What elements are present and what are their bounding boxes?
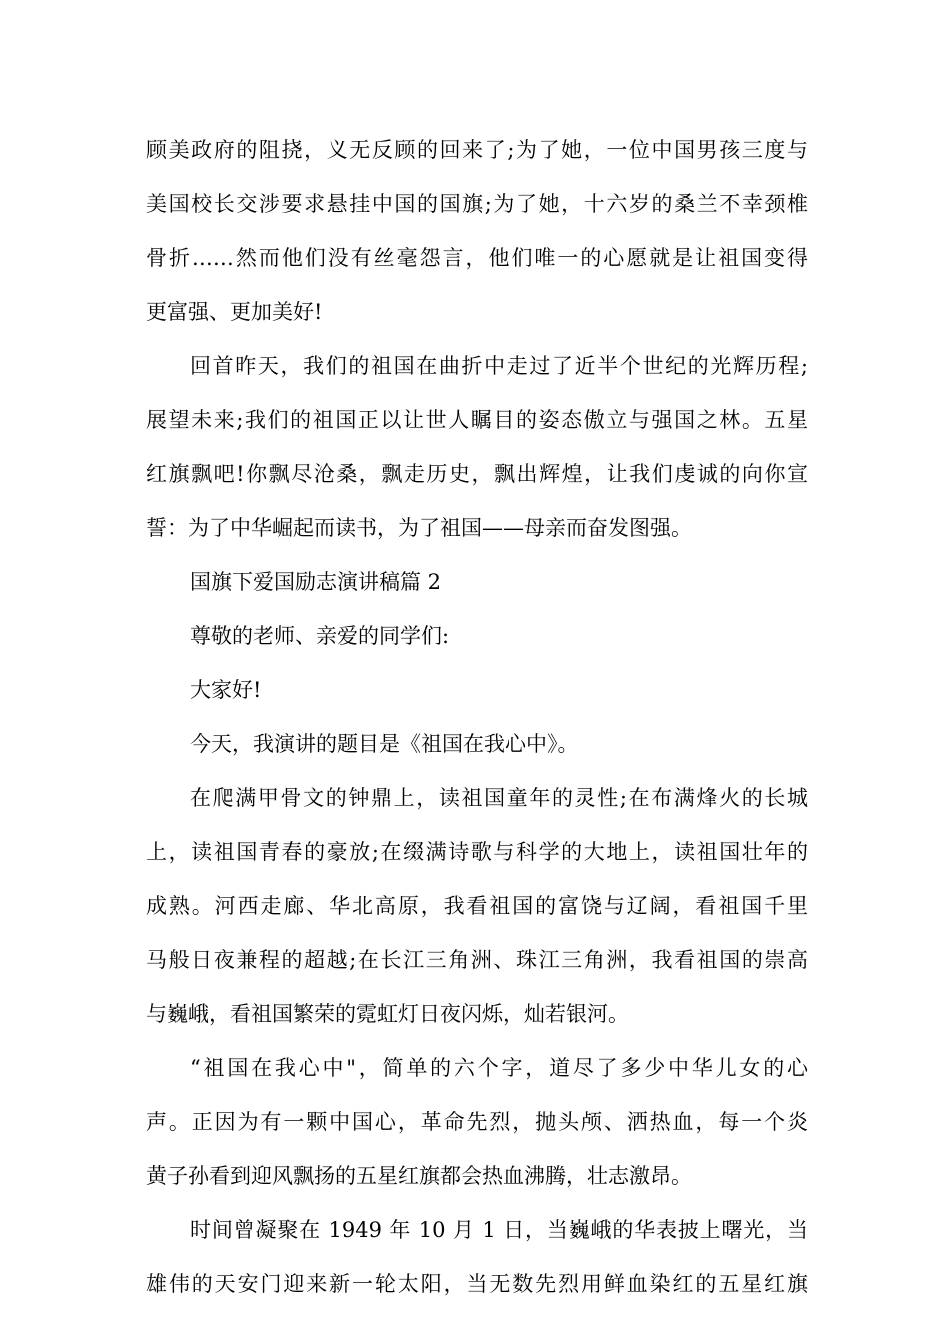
text-line: 骨折……然而他们没有丝毫怨言，他们唯一的心愿就是让祖国变得 [146, 246, 808, 270]
text-line: 在爬满甲骨文的钟鼎上，读祖国童年的灵性;在布满烽火的长城 [190, 786, 808, 810]
text-line: 誓：为了中华崛起而读书，为了祖国——母亲而奋发图强。 [146, 516, 692, 540]
salutation: 尊敬的老师、亲爱的同学们: [190, 624, 450, 648]
text-line: 美国校长交涉要求悬挂中国的国旗;为了她，十六岁的桑兰不幸颈椎 [146, 192, 808, 216]
text-line: 红旗飘吧!你飘尽沧桑，飘走历史，飘出辉煌，让我们虔诚的向你宣 [146, 462, 808, 486]
text-line: 雄伟的天安门迎来新一轮太阳，当无数先烈用鲜血染红的五星红旗 [146, 1272, 808, 1296]
text-line: 更富强、更加美好! [146, 300, 323, 324]
section-heading: 国旗下爱国励志演讲稿篇 2 [190, 570, 442, 594]
text-line: 回首昨天，我们的祖国在曲折中走过了近半个世纪的光辉历程; [190, 354, 808, 378]
text-line: 上，读祖国青春的豪放;在缀满诗歌与科学的大地上，读祖国壮年的 [146, 840, 808, 864]
text-line: 顾美政府的阻挠，义无反顾的回来了;为了她，一位中国男孩三度与 [146, 138, 808, 162]
text-line: 展望未来;我们的祖国正以让世人瞩目的姿态傲立与强国之林。五星 [146, 408, 808, 432]
text-line: 马般日夜兼程的超越;在长江三角洲、珠江三角洲，我看祖国的崇高 [146, 948, 808, 972]
text-line: “祖国在我心中"，简单的六个字，道尽了多少中华儿女的心 [190, 1056, 808, 1080]
text-line: 今天，我演讲的题目是《祖国在我心中》。 [190, 732, 579, 756]
text-line: 时间曾凝聚在 1949 年 10 月 1 日，当巍峨的华表披上曙光，当 [190, 1218, 808, 1242]
text-line: 与巍峨，看祖国繁荣的霓虹灯日夜闪烁，灿若银河。 [146, 1002, 629, 1026]
greeting: 大家好! [190, 678, 262, 702]
document-body [146, 123, 808, 1311]
text-line: 黄子孙看到迎风飘扬的五星红旗都会热血沸腾，壮志激昂。 [146, 1164, 692, 1188]
text-line: 声。正因为有一颗中国心，革命先烈，抛头颅、洒热血，每一个炎 [146, 1110, 808, 1134]
text-line: 成熟。河西走廊、华北高原，我看祖国的富饶与辽阔，看祖国千里 [146, 894, 808, 918]
